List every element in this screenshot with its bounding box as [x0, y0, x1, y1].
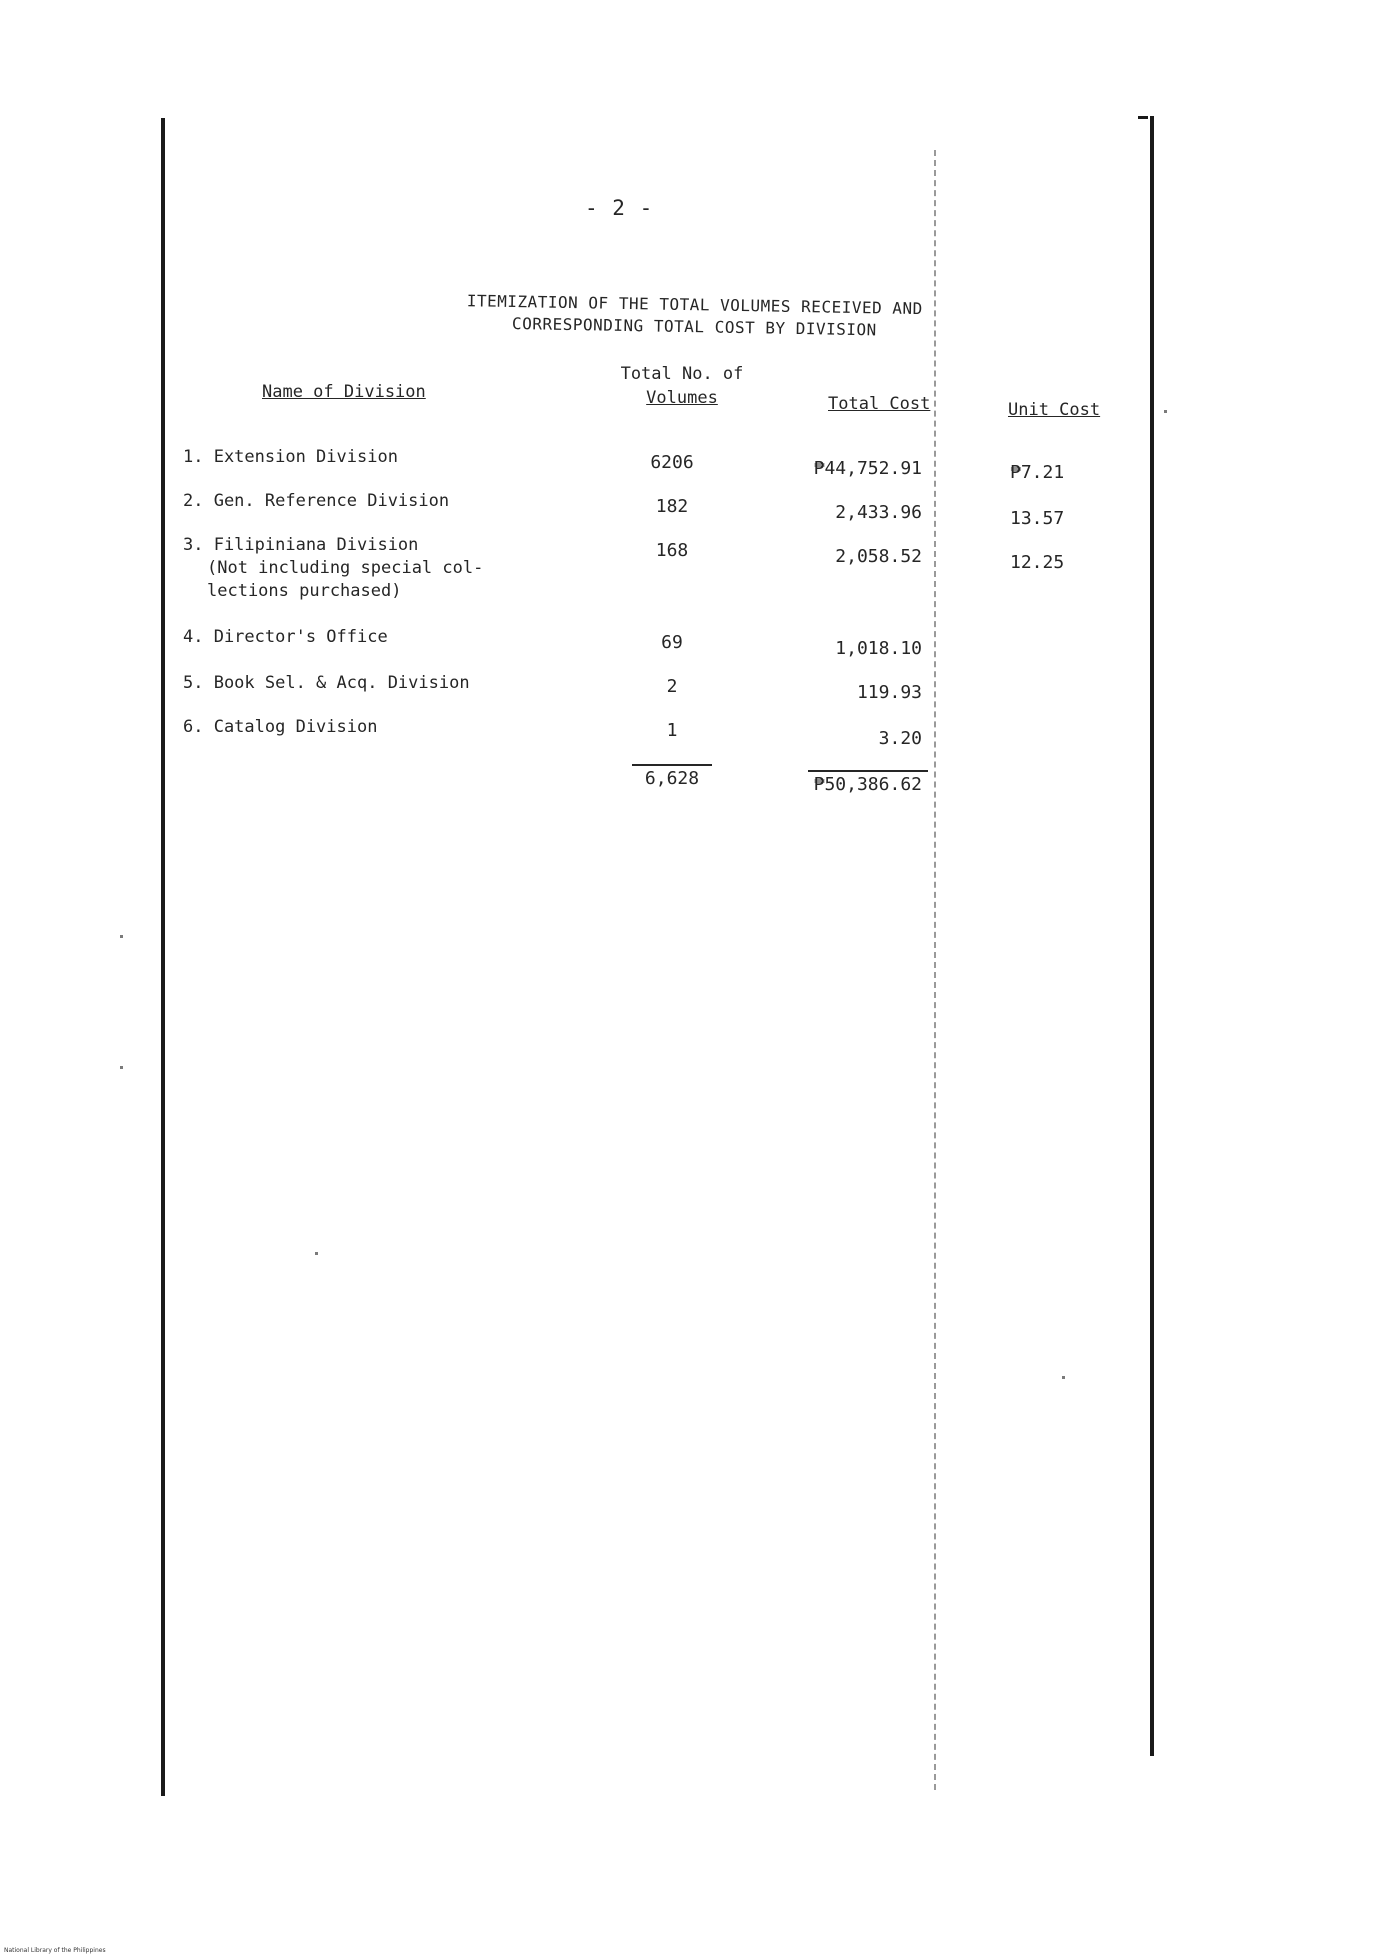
- document-title: [454, 290, 935, 342]
- row-1-division: 1. Extension Division: [183, 447, 398, 467]
- header-unit-cost: Unit Cost: [1008, 400, 1101, 420]
- fold-line: [934, 150, 936, 1790]
- scan-speck: [120, 1066, 123, 1069]
- header-volumes-line-1: Total No. of: [620, 364, 744, 384]
- row-4-division: 4. Director's Office: [183, 627, 388, 647]
- total-volumes: 6,628: [644, 768, 700, 789]
- row-3-division-name: 3. Filipiniana Division: [183, 535, 419, 555]
- row-4-volumes: 69: [661, 632, 683, 653]
- row-5-volumes: 2: [666, 676, 678, 697]
- scan-speck: [1062, 1376, 1065, 1379]
- row-1-unit-cost: ₱7.21: [1010, 462, 1065, 483]
- row-2-total-cost: 2,433.96: [835, 502, 922, 523]
- row-3-volumes: 168: [655, 540, 689, 561]
- total-rule-volumes: [632, 764, 712, 766]
- row-6-volumes: 1: [666, 720, 678, 741]
- row-2-volumes: 182: [655, 496, 689, 517]
- row-3-unit-cost: 12.25: [1010, 552, 1065, 573]
- row-3-note-line-1: (Not including special col-: [207, 558, 484, 578]
- row-6-division: 6. Catalog Division: [183, 717, 378, 737]
- scan-speck: [315, 1252, 318, 1255]
- row-3-total-cost: 2,058.52: [835, 546, 922, 567]
- page-edge-right: [1150, 116, 1154, 1756]
- row-6-total-cost: 3.20: [878, 728, 922, 749]
- total-rule-cost: [808, 770, 928, 772]
- page-edge-mark: [1138, 116, 1148, 119]
- header-total-cost: Total Cost: [828, 394, 931, 414]
- row-3-note-line-2: lections purchased): [207, 581, 402, 601]
- row-4-total-cost: 1,018.10: [835, 638, 922, 659]
- row-1-total-cost: ₱44,752.91: [813, 458, 922, 479]
- row-2-unit-cost: 13.57: [1010, 508, 1065, 529]
- total-cost: ₱50,386.62: [813, 774, 922, 795]
- row-1-volumes: 6206: [650, 452, 694, 473]
- title-line-2: CORRESPONDING TOTAL COST BY DIVISION: [511, 314, 877, 340]
- page-number: - 2 -: [585, 196, 654, 220]
- scan-speck: [120, 935, 123, 938]
- row-2-division: 2. Gen. Reference Division: [183, 491, 450, 511]
- row-5-total-cost: 119.93: [856, 682, 922, 703]
- row-5-division: 5. Book Sel. & Acq. Division: [183, 673, 470, 693]
- header-volumes: [612, 362, 752, 410]
- title-line-1: ITEMIZATION OF THE TOTAL VOLUMES RECEIVED AND: [466, 291, 923, 319]
- page-edge-left: [161, 118, 165, 1796]
- scan-speck: [1164, 410, 1167, 413]
- header-division-name: Name of Division: [262, 382, 426, 402]
- header-volumes-line-2: Volumes: [646, 388, 718, 408]
- row-3-division: [183, 534, 483, 603]
- archive-footer: National Library of the Philippines: [4, 1947, 106, 1954]
